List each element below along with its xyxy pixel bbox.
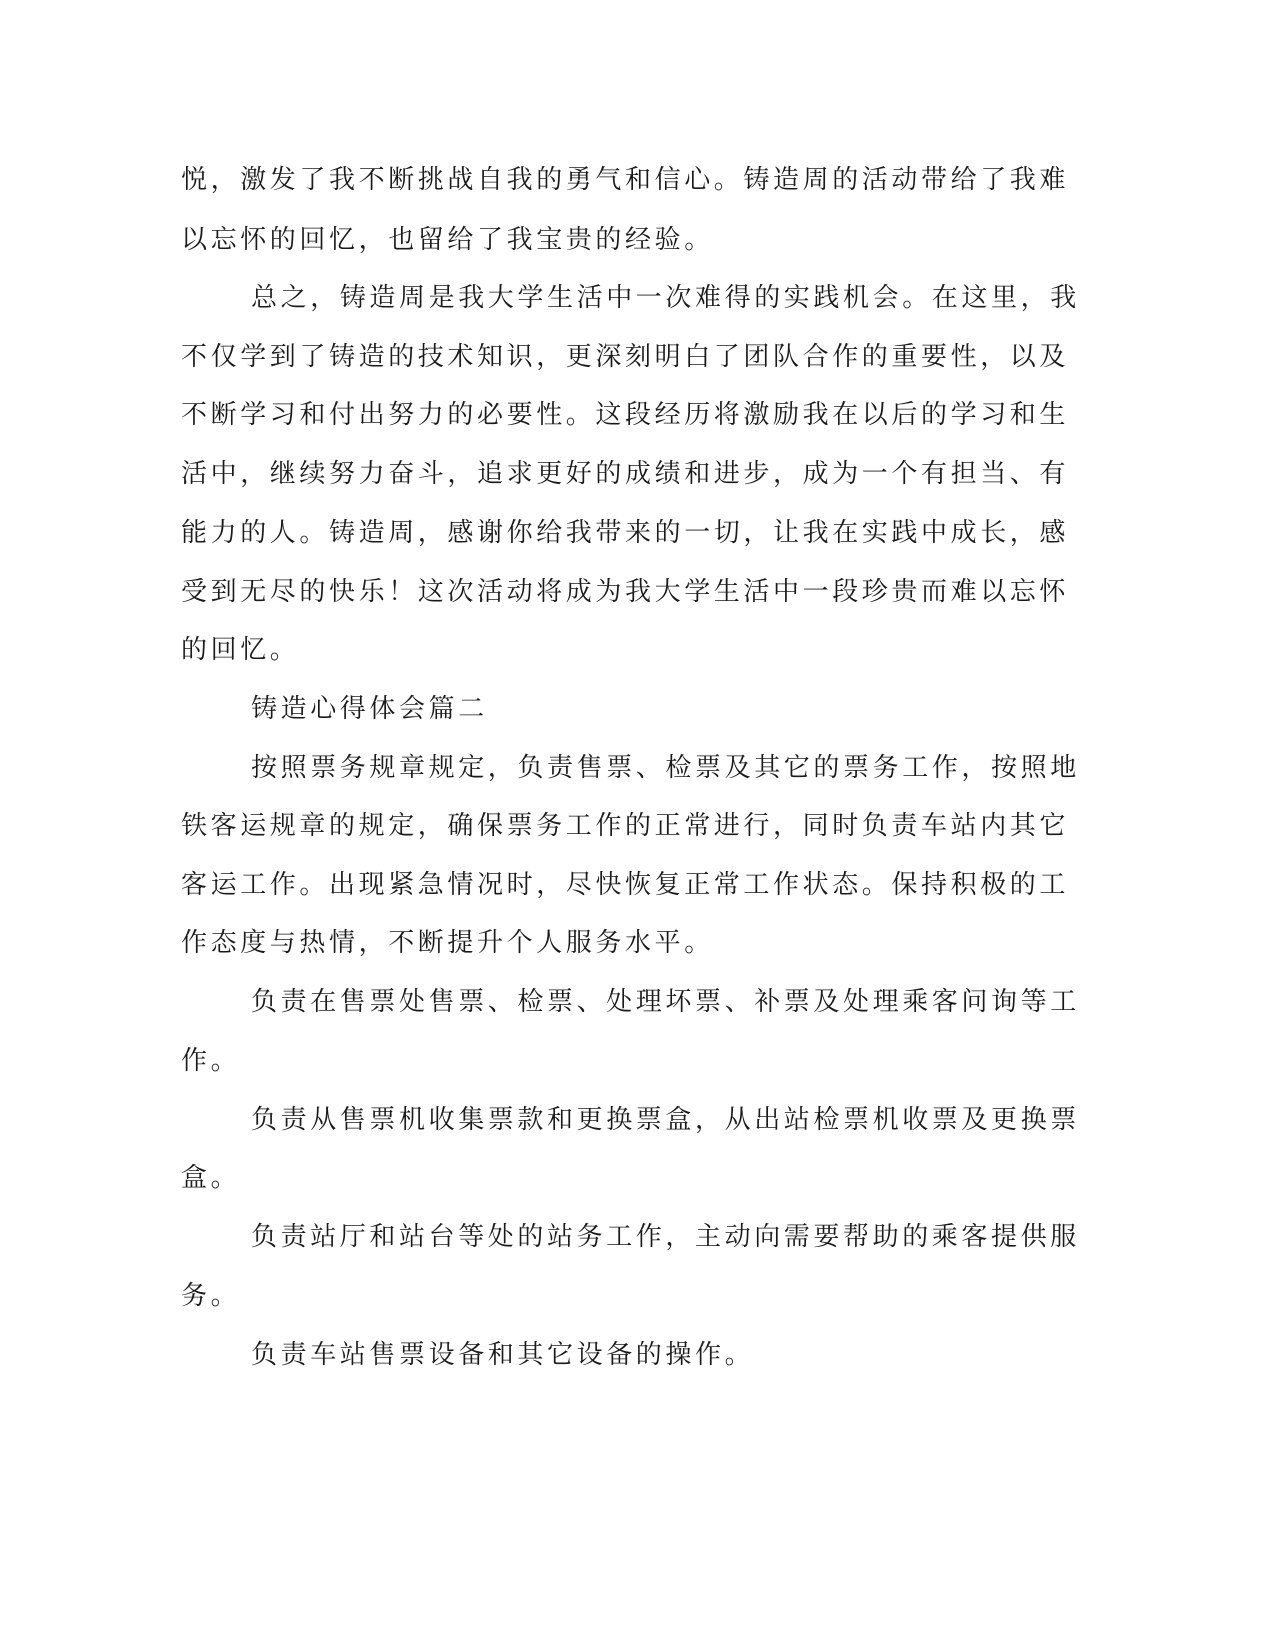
text-line: 不断学习和付出努力的必要性。这段经历将激励我在以后的学习和生 <box>181 400 1070 430</box>
text-line: 客运工作。出现紧急情况时，尽快恢复正常工作状态。保持积极的工 <box>181 870 1070 900</box>
text-line: 受到无尽的快乐！这次活动将成为我大学生活中一段珍贵而难以忘怀 <box>181 577 1070 607</box>
text-line: 负责站厅和站台等处的站务工作，主动向需要帮助的乘客提供服 <box>251 1222 1080 1252</box>
text-line: 悦，激发了我不断挑战自我的勇气和信心。铸造周的活动带给了我难 <box>181 165 1070 195</box>
text-line: 总之，铸造周是我大学生活中一次难得的实践机会。在这里，我 <box>251 283 1080 313</box>
text-line: 负责车站售票设备和其它设备的操作。 <box>251 1340 755 1370</box>
text-line: 务。 <box>181 1281 241 1311</box>
text-line: 活中，继续努力奋斗，追求更好的成绩和进步，成为一个有担当、有 <box>181 459 1070 489</box>
text-line: 负责从售票机收集票款和更换票盒，从出站检票机收票及更换票 <box>251 1105 1080 1135</box>
text-line: 不仅学到了铸造的技术知识，更深刻明白了团队合作的重要性，以及 <box>181 342 1070 372</box>
text-line: 按照票务规章规定，负责售票、检票及其它的票务工作，按照地 <box>251 753 1080 783</box>
text-line: 铁客运规章的规定，确保票务工作的正常进行，同时负责车站内其它 <box>181 811 1070 841</box>
text-line: 作。 <box>181 1046 241 1076</box>
text-line: 的回忆。 <box>181 635 300 665</box>
text-line: 作态度与热情，不断提升个人服务水平。 <box>181 928 714 958</box>
text-line: 能力的人。铸造周，感谢你给我带来的一切，让我在实践中成长，感 <box>181 518 1070 548</box>
text-line: 盒。 <box>181 1163 241 1193</box>
text-line: 负责在售票处售票、检票、处理坏票、补票及处理乘客问询等工 <box>251 987 1080 1017</box>
section-heading: 铸造心得体会篇二 <box>251 694 488 724</box>
text-line: 以忘怀的回忆，也留给了我宝贵的经验。 <box>181 225 714 255</box>
